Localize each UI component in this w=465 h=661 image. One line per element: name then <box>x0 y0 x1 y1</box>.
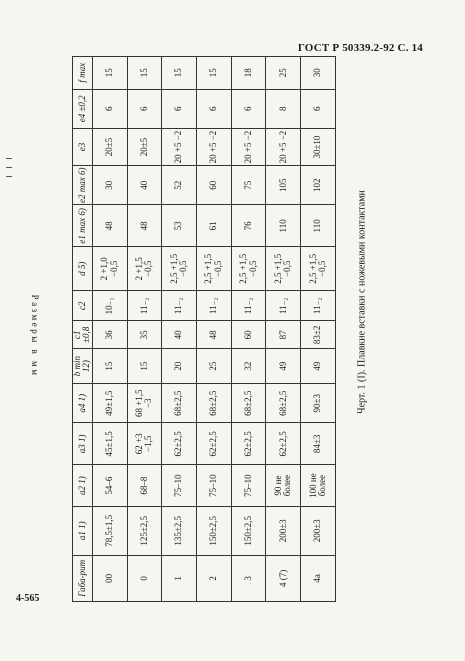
table-cell: 49 <box>266 349 301 384</box>
table-cell: 68–8 <box>127 465 162 507</box>
header-cell: e2 max 6) <box>73 166 93 205</box>
table-cell: 75–10 <box>162 465 197 507</box>
table-cell: 49 <box>301 349 336 384</box>
table-cell: 36 <box>92 321 127 349</box>
table-cell: 68±2,5 <box>231 384 266 423</box>
table-cell: 61 <box>197 205 232 247</box>
table-cell: 125±2,5 <box>127 506 162 555</box>
table-cell: 6 <box>231 89 266 128</box>
table-cell: 200±3 <box>266 506 301 555</box>
table-cell: 83±2 <box>301 321 336 349</box>
table-cell: 20±5 <box>127 128 162 165</box>
figure-caption: Черт. 1 (I). Плавкие вставки с ножевыми контактами <box>356 190 368 414</box>
table-cell: 48 <box>92 205 127 247</box>
table-row <box>301 57 336 602</box>
table-cell: 100 не более <box>301 465 336 507</box>
table-cell: 48 <box>127 205 162 247</box>
table-cell: 75–10 <box>197 465 232 507</box>
table-row <box>197 57 232 602</box>
table-cell: 87 <box>266 321 301 349</box>
table-cell: 135±2,5 <box>162 506 197 555</box>
header-cell: b min 12) <box>73 349 93 384</box>
header-cell: c2 <box>73 291 93 321</box>
table-cell: 0 <box>127 555 162 601</box>
table-cell: 68±2,5 <box>266 384 301 423</box>
table-cell: 35 <box>127 321 162 349</box>
table-cell: 20 +5 −2 <box>231 128 266 165</box>
table-cell: 30±10 <box>301 128 336 165</box>
table-cell: 76 <box>231 205 266 247</box>
page-number: 4-565 <box>16 593 40 604</box>
table-cell: 84±3 <box>301 423 336 465</box>
table-cell: 11₋₂ <box>197 291 232 321</box>
table-cell: 53 <box>162 205 197 247</box>
header-cell: e3 <box>73 128 93 165</box>
table-cell: 49±1,5 <box>92 384 127 423</box>
table-cell: 45±1,5 <box>92 423 127 465</box>
header-cell: a1 1) <box>73 506 93 555</box>
table-cell: 10₋₁ <box>92 291 127 321</box>
table-cell: 1 <box>162 555 197 601</box>
table-cell: 150±2,5 <box>197 506 232 555</box>
table-cell: 00 <box>92 555 127 601</box>
table-cell: 11₋₂ <box>162 291 197 321</box>
table-cell: 52 <box>162 166 197 205</box>
table-cell: 102 <box>301 166 336 205</box>
header-cell: Габа-рит <box>73 555 93 601</box>
table-cell: 4 (7) <box>266 555 301 601</box>
dimensions-table <box>72 56 336 602</box>
table-row <box>92 57 127 602</box>
table-cell: 15 <box>127 349 162 384</box>
table-cell: 62±2,5 <box>197 423 232 465</box>
table-cell: 15 <box>162 57 197 90</box>
table-cell: 2 +1,0 −0,5 <box>92 247 127 291</box>
table-cell: 11₋₂ <box>301 291 336 321</box>
margin-marks <box>6 150 12 185</box>
table-cell: 15 <box>92 57 127 90</box>
table-cell: 2,5 +1,5 −0,5 <box>266 247 301 291</box>
table-cell: 68 +1,5 −3 <box>127 384 162 423</box>
table-cell: 20 +5 −2 <box>197 128 232 165</box>
table-cell: 6 <box>197 89 232 128</box>
table-cell: 2 +1,5 −0,5 <box>127 247 162 291</box>
table-cell: 2,5 +1,5 −0,5 <box>231 247 266 291</box>
table-cell: 25 <box>266 57 301 90</box>
table-cell: 68±2,5 <box>162 384 197 423</box>
table-cell: 105 <box>266 166 301 205</box>
table-cell: 48 <box>197 321 232 349</box>
table-cell: 6 <box>301 89 336 128</box>
table-cell: 150±2,5 <box>231 506 266 555</box>
header-cell: e4 ±0,2 <box>73 89 93 128</box>
table-cell: 78,5±1,5 <box>92 506 127 555</box>
table-cell: 75 <box>231 166 266 205</box>
table-header-row <box>73 57 93 602</box>
table-cell: 20 +5 −2 <box>162 128 197 165</box>
header-cell: f max <box>73 57 93 90</box>
table-cell: 110 <box>301 205 336 247</box>
table-cell: 75–10 <box>231 465 266 507</box>
table-cell: 54–6 <box>92 465 127 507</box>
table-cell: 18 <box>231 57 266 90</box>
table-cell: 6 <box>92 89 127 128</box>
table-cell: 6 <box>162 89 197 128</box>
table-cell: 40 <box>162 321 197 349</box>
table-cell: 20±5 <box>92 128 127 165</box>
table-cell: 20 <box>162 349 197 384</box>
header-cell: d 5) <box>73 247 93 291</box>
table-cell: 30 <box>301 57 336 90</box>
header-cell: a2 1) <box>73 465 93 507</box>
table-cell: 15 <box>197 57 232 90</box>
dimensions-table-area <box>72 56 336 602</box>
header-cell: a4 1) <box>73 384 93 423</box>
table-cell: 62±2,5 <box>266 423 301 465</box>
table-cell: 11₋₂ <box>266 291 301 321</box>
header-cell: a3 1) <box>73 423 93 465</box>
table-cell: 32 <box>231 349 266 384</box>
table-cell: 40 <box>127 166 162 205</box>
table-row <box>231 57 266 602</box>
dimensions-label: Размеры в мм <box>30 294 40 378</box>
table-cell: 62±2,5 <box>162 423 197 465</box>
table-cell: 90±3 <box>301 384 336 423</box>
table-cell: 15 <box>127 57 162 90</box>
table-cell: 90 не более <box>266 465 301 507</box>
table-cell: 20 +5 −2 <box>266 128 301 165</box>
table-cell: 2,5 +1,5 −0,5 <box>162 247 197 291</box>
table-cell: 110 <box>266 205 301 247</box>
page-header: ГОСТ Р 50339.2-92 С. 14 <box>297 42 423 54</box>
table-cell: 30 <box>92 166 127 205</box>
table-cell: 15 <box>92 349 127 384</box>
table-cell: 4а <box>301 555 336 601</box>
table-cell: 11₋₂ <box>127 291 162 321</box>
table-cell: 62 +3 −1,5 <box>127 423 162 465</box>
table-cell: 2,5 +1,5 −0,5 <box>197 247 232 291</box>
table-cell: 200±3 <box>301 506 336 555</box>
table-cell: 68±2,5 <box>197 384 232 423</box>
header-cell: c1 ±0,8 <box>73 321 93 349</box>
table-row <box>127 57 162 602</box>
header-cell: e1 max 6) <box>73 205 93 247</box>
table-cell: 25 <box>197 349 232 384</box>
table-cell: 8 <box>266 89 301 128</box>
table-cell: 60 <box>197 166 232 205</box>
table-cell: 60 <box>231 321 266 349</box>
table-cell: 3 <box>231 555 266 601</box>
table-cell: 2 <box>197 555 232 601</box>
table-cell: 11₋₂ <box>231 291 266 321</box>
table-cell: 6 <box>127 89 162 128</box>
table-row <box>266 57 301 602</box>
table-cell: 2,5 +1,5 −0,5 <box>301 247 336 291</box>
table-row <box>162 57 197 602</box>
table-cell: 62±2,5 <box>231 423 266 465</box>
